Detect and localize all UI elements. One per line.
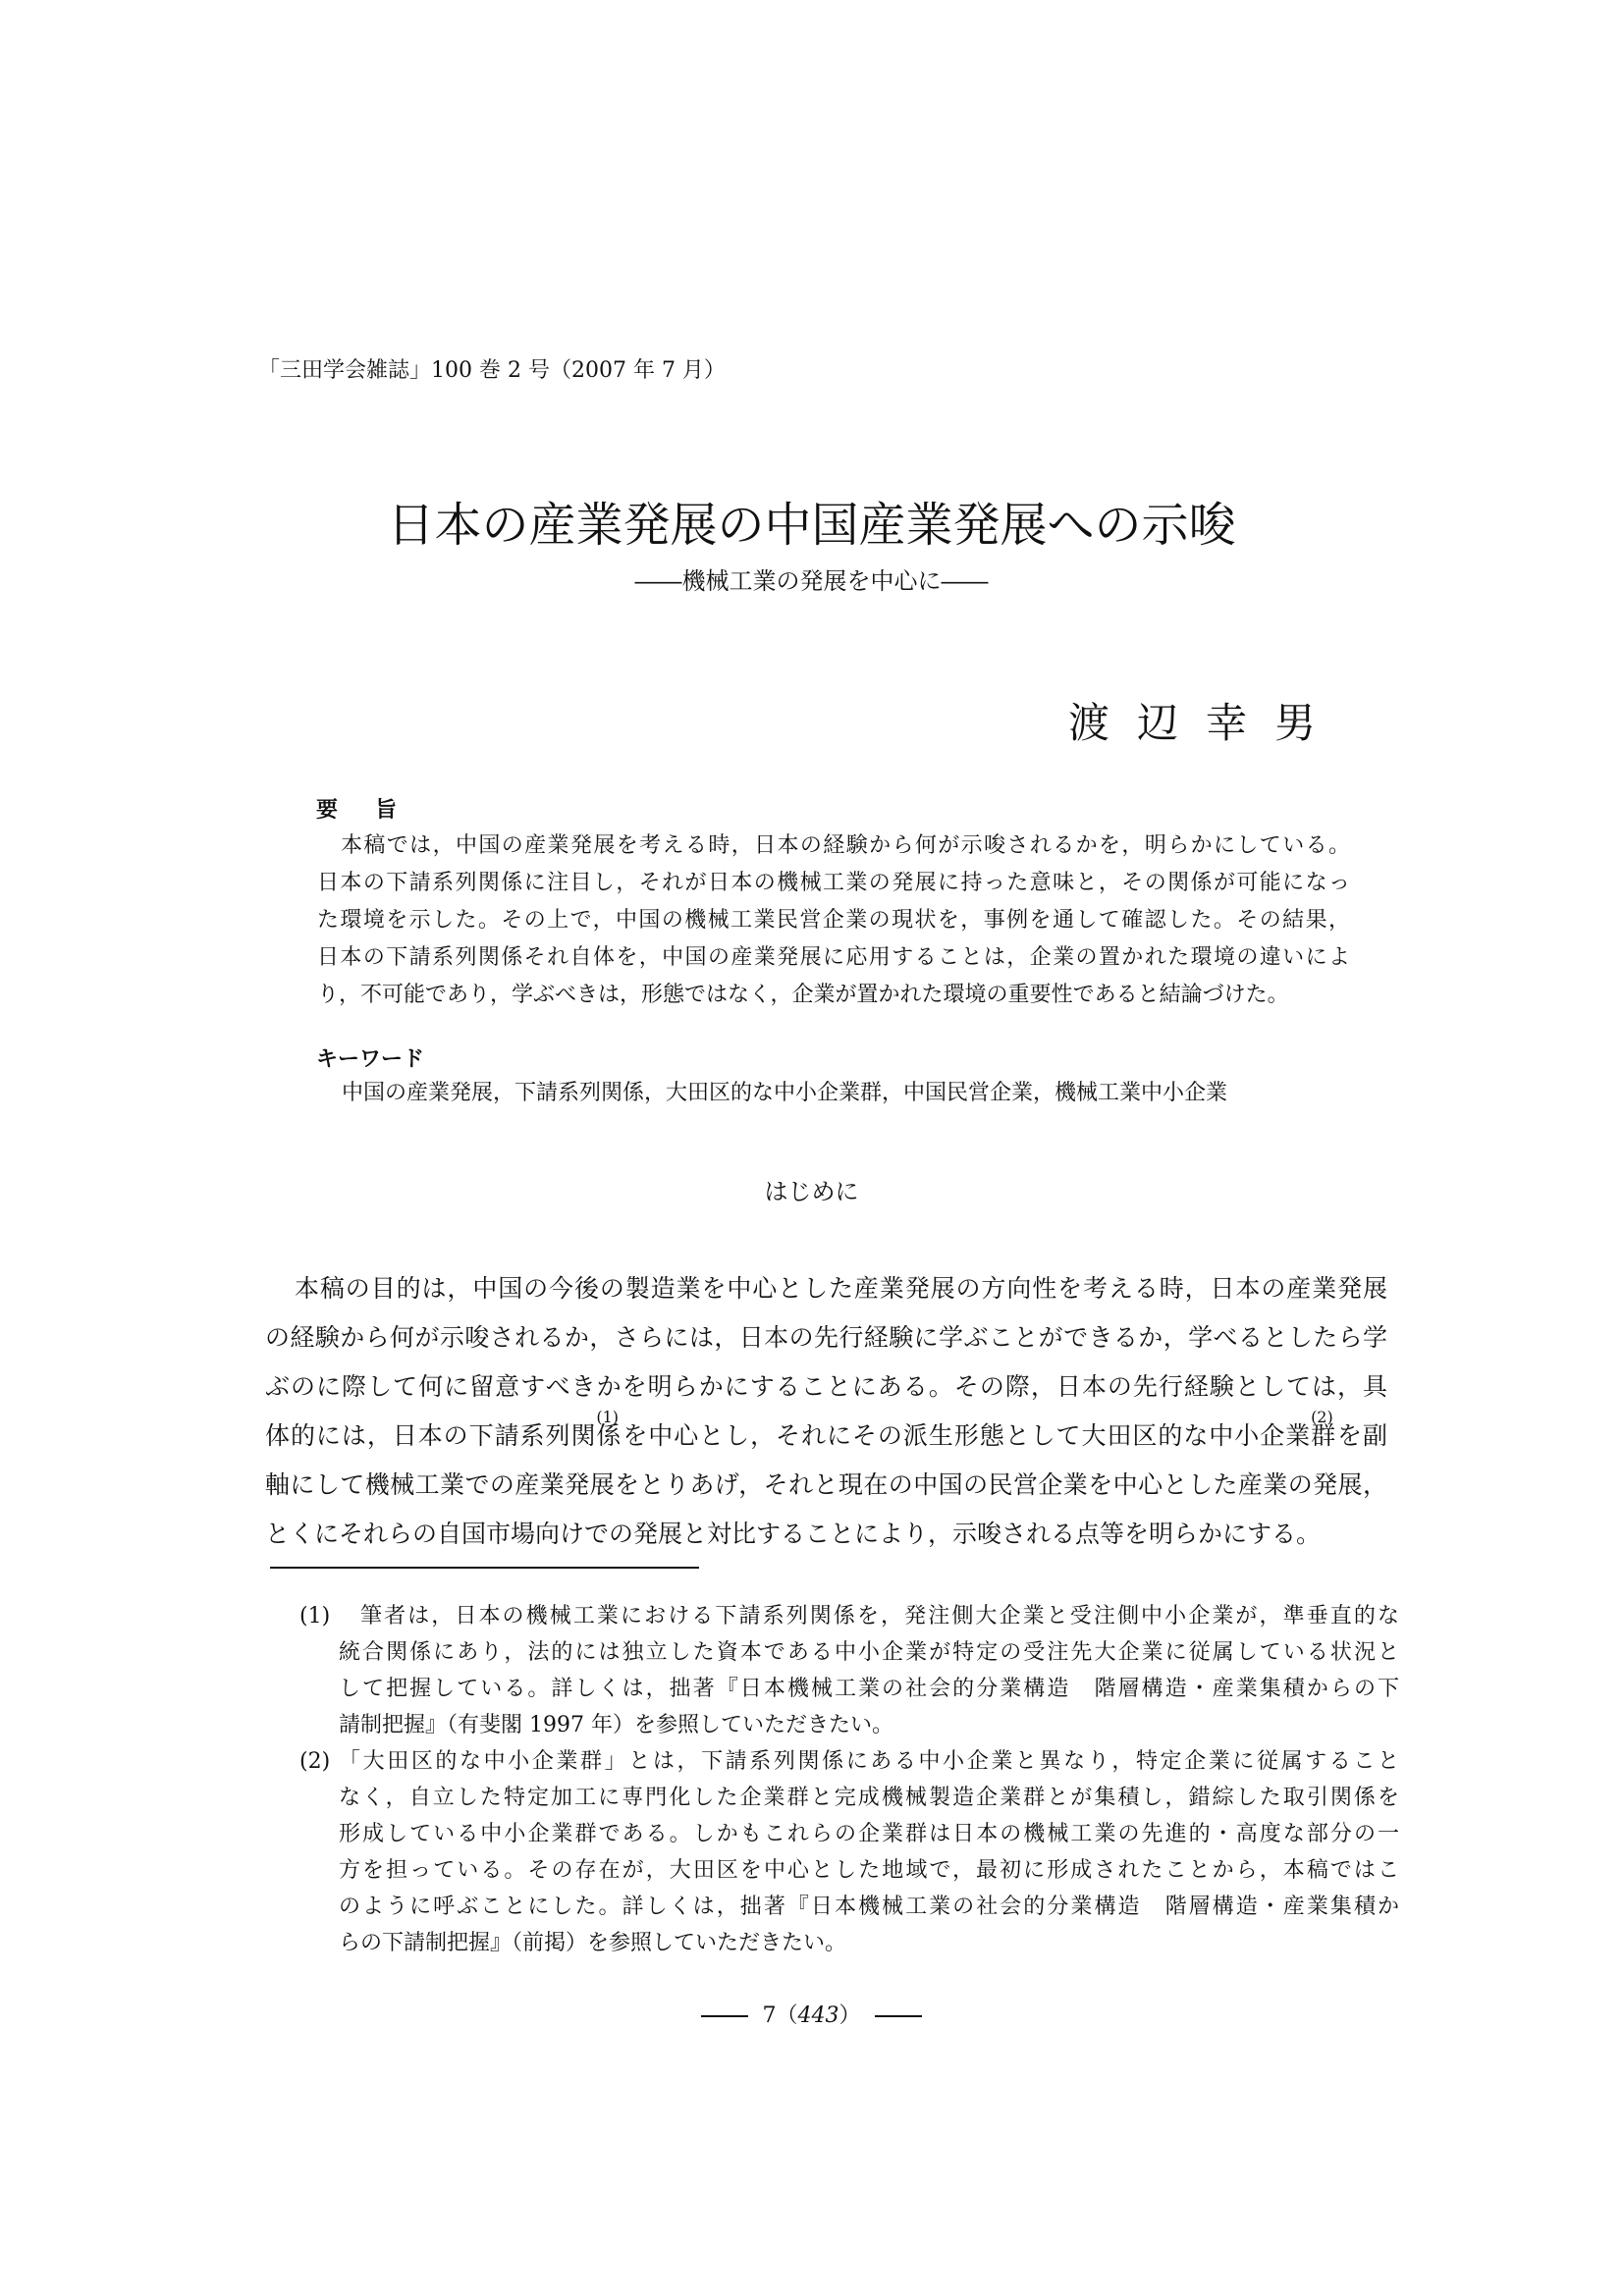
abstract-heading: 要旨 (316, 798, 435, 823)
author-name: 渡辺幸男 (1068, 699, 1344, 747)
keywords-heading: キーワード (316, 1047, 425, 1072)
abstract-line: た環境を示した。その上で，中国の機械工業民営企業の現状を，事例を通して確認した。その結果， (317, 908, 1350, 933)
body-line: の経験から何が示唆されるか，さらには，日本の先行経験に学ぶことができるか，学べるとしたら学 (265, 1323, 1387, 1352)
footnote-line: らの下請制把握』（前掲）を参照していただきたい。 (339, 1931, 847, 1955)
footnote-mark: (1) (299, 1604, 331, 1629)
body-line: ぶのに際して何に留意すべきかを明らかにすることにある。その際，日本の先行経験としては，具 (265, 1372, 1387, 1401)
footnote-divider (270, 1567, 699, 1569)
body-line (265, 1408, 1387, 1461)
abstract-text (317, 828, 1350, 1014)
keywords-text: 中国の産業発展，下請系列関係，大田区的な中小企業群，中国民営企業，機械工業中小企業 (342, 1081, 1228, 1105)
dash-decoration (701, 2015, 748, 2017)
footnote-line: のように呼ぶことにした。詳しくは，拙著『日本機械工業の社会的分業構造 階層構造・産業集積か (339, 1895, 1399, 1919)
abstract-line: 日本の下請系列関係それ自体を，中国の産業発展に応用することは，企業の置かれた環境の違いによ (317, 945, 1350, 970)
body-line: 軸にして機械工業での産業発展をとりあげ，それと現在の中国の民営企業を中心とした産業の発展， (265, 1470, 1387, 1499)
page-total-value: 443 (797, 2003, 839, 2028)
footnote-1 (299, 1598, 1399, 1743)
footnote-line: なく，自立した特定加工に専門化した企業群と完成機械製造企業群とが集積し，錯綜した取引関係を (339, 1786, 1399, 1810)
footnote-ref-2[interactable]: (2) (1311, 1408, 1333, 1426)
footnote-line: 方を担っている。その存在が，大田区を中心とした地域で，最初に形成されたことから，本稿ではこ (339, 1858, 1399, 1883)
footnote-line: 請制把握』（有斐閣 1997 年）を参照していただきたい。 (339, 1713, 893, 1737)
footnote-line: 筆者は，日本の機械工業における下請系列関係を，発注側大企業と受注側中小企業が，準垂直的な (360, 1604, 1399, 1629)
footnote-mark: (2) (299, 1749, 331, 1774)
body-text: 体的には，日本の下請系列関係 (265, 1421, 622, 1450)
page-number-value: 7 (762, 2003, 777, 2028)
footnote-ref-1[interactable]: (1) (596, 1408, 620, 1426)
article-title: 日本の産業発展の中国産業発展への示唆 (387, 498, 1236, 553)
footnote-line: 統合関係にあり，法的には独立した資本である中小企業が特定の受注先大企業に従属している状況と (339, 1640, 1399, 1665)
body-text: を副 (1336, 1421, 1387, 1450)
body-line: とくにそれらの自国市場向けでの発展と対比することにより，示唆される点等を明らかにする。 (265, 1520, 1322, 1548)
body-paragraph (265, 1264, 1387, 1559)
article-subtitle: ――機械工業の発展を中心に―― (634, 567, 989, 595)
footnote-line: 形成している中小企業群である。しかもこれらの企業群は日本の機械工業の先進的・高度な部分の一 (339, 1822, 1399, 1846)
journal-citation: 「三田学会雑誌」100 巻 2 号（2007 年 7 月） (258, 358, 726, 383)
dash-decoration (875, 2015, 922, 2017)
section-heading: はじめに (764, 1178, 859, 1205)
footnote-line: して把握している。詳しくは，拙著『日本機械工業の社会的分業構造 階層構造・産業集積からの下 (339, 1677, 1399, 1701)
abstract-line: 日本の下請系列関係に注目し，それが日本の機械工業の発展に持った意味と，その関係が可能になっ (317, 871, 1350, 895)
page-number: 7（443） (0, 1999, 1623, 2029)
footnote-2 (299, 1743, 1399, 1961)
body-text: を中心とし，それにその派生形態として大田区的な中小企業群 (622, 1421, 1337, 1450)
body-line: 本稿の目的は，中国の今後の製造業を中心とした産業発展の方向性を考える時，日本の産業発展 (295, 1274, 1387, 1303)
footnote-line: 「大田区的な中小企業群」とは，下請系列関係にある中小企業と異なり，特定企業に従属すること (339, 1749, 1399, 1774)
abstract-line: 本稿では，中国の産業発展を考える時，日本の経験から何が示唆されるかを，明らかにしている。 (341, 833, 1350, 858)
abstract-line: り，不可能であり，学ぶべきは，形態ではなく，企業が置かれた環境の重要性であると結論づけた。 (317, 983, 1289, 1007)
